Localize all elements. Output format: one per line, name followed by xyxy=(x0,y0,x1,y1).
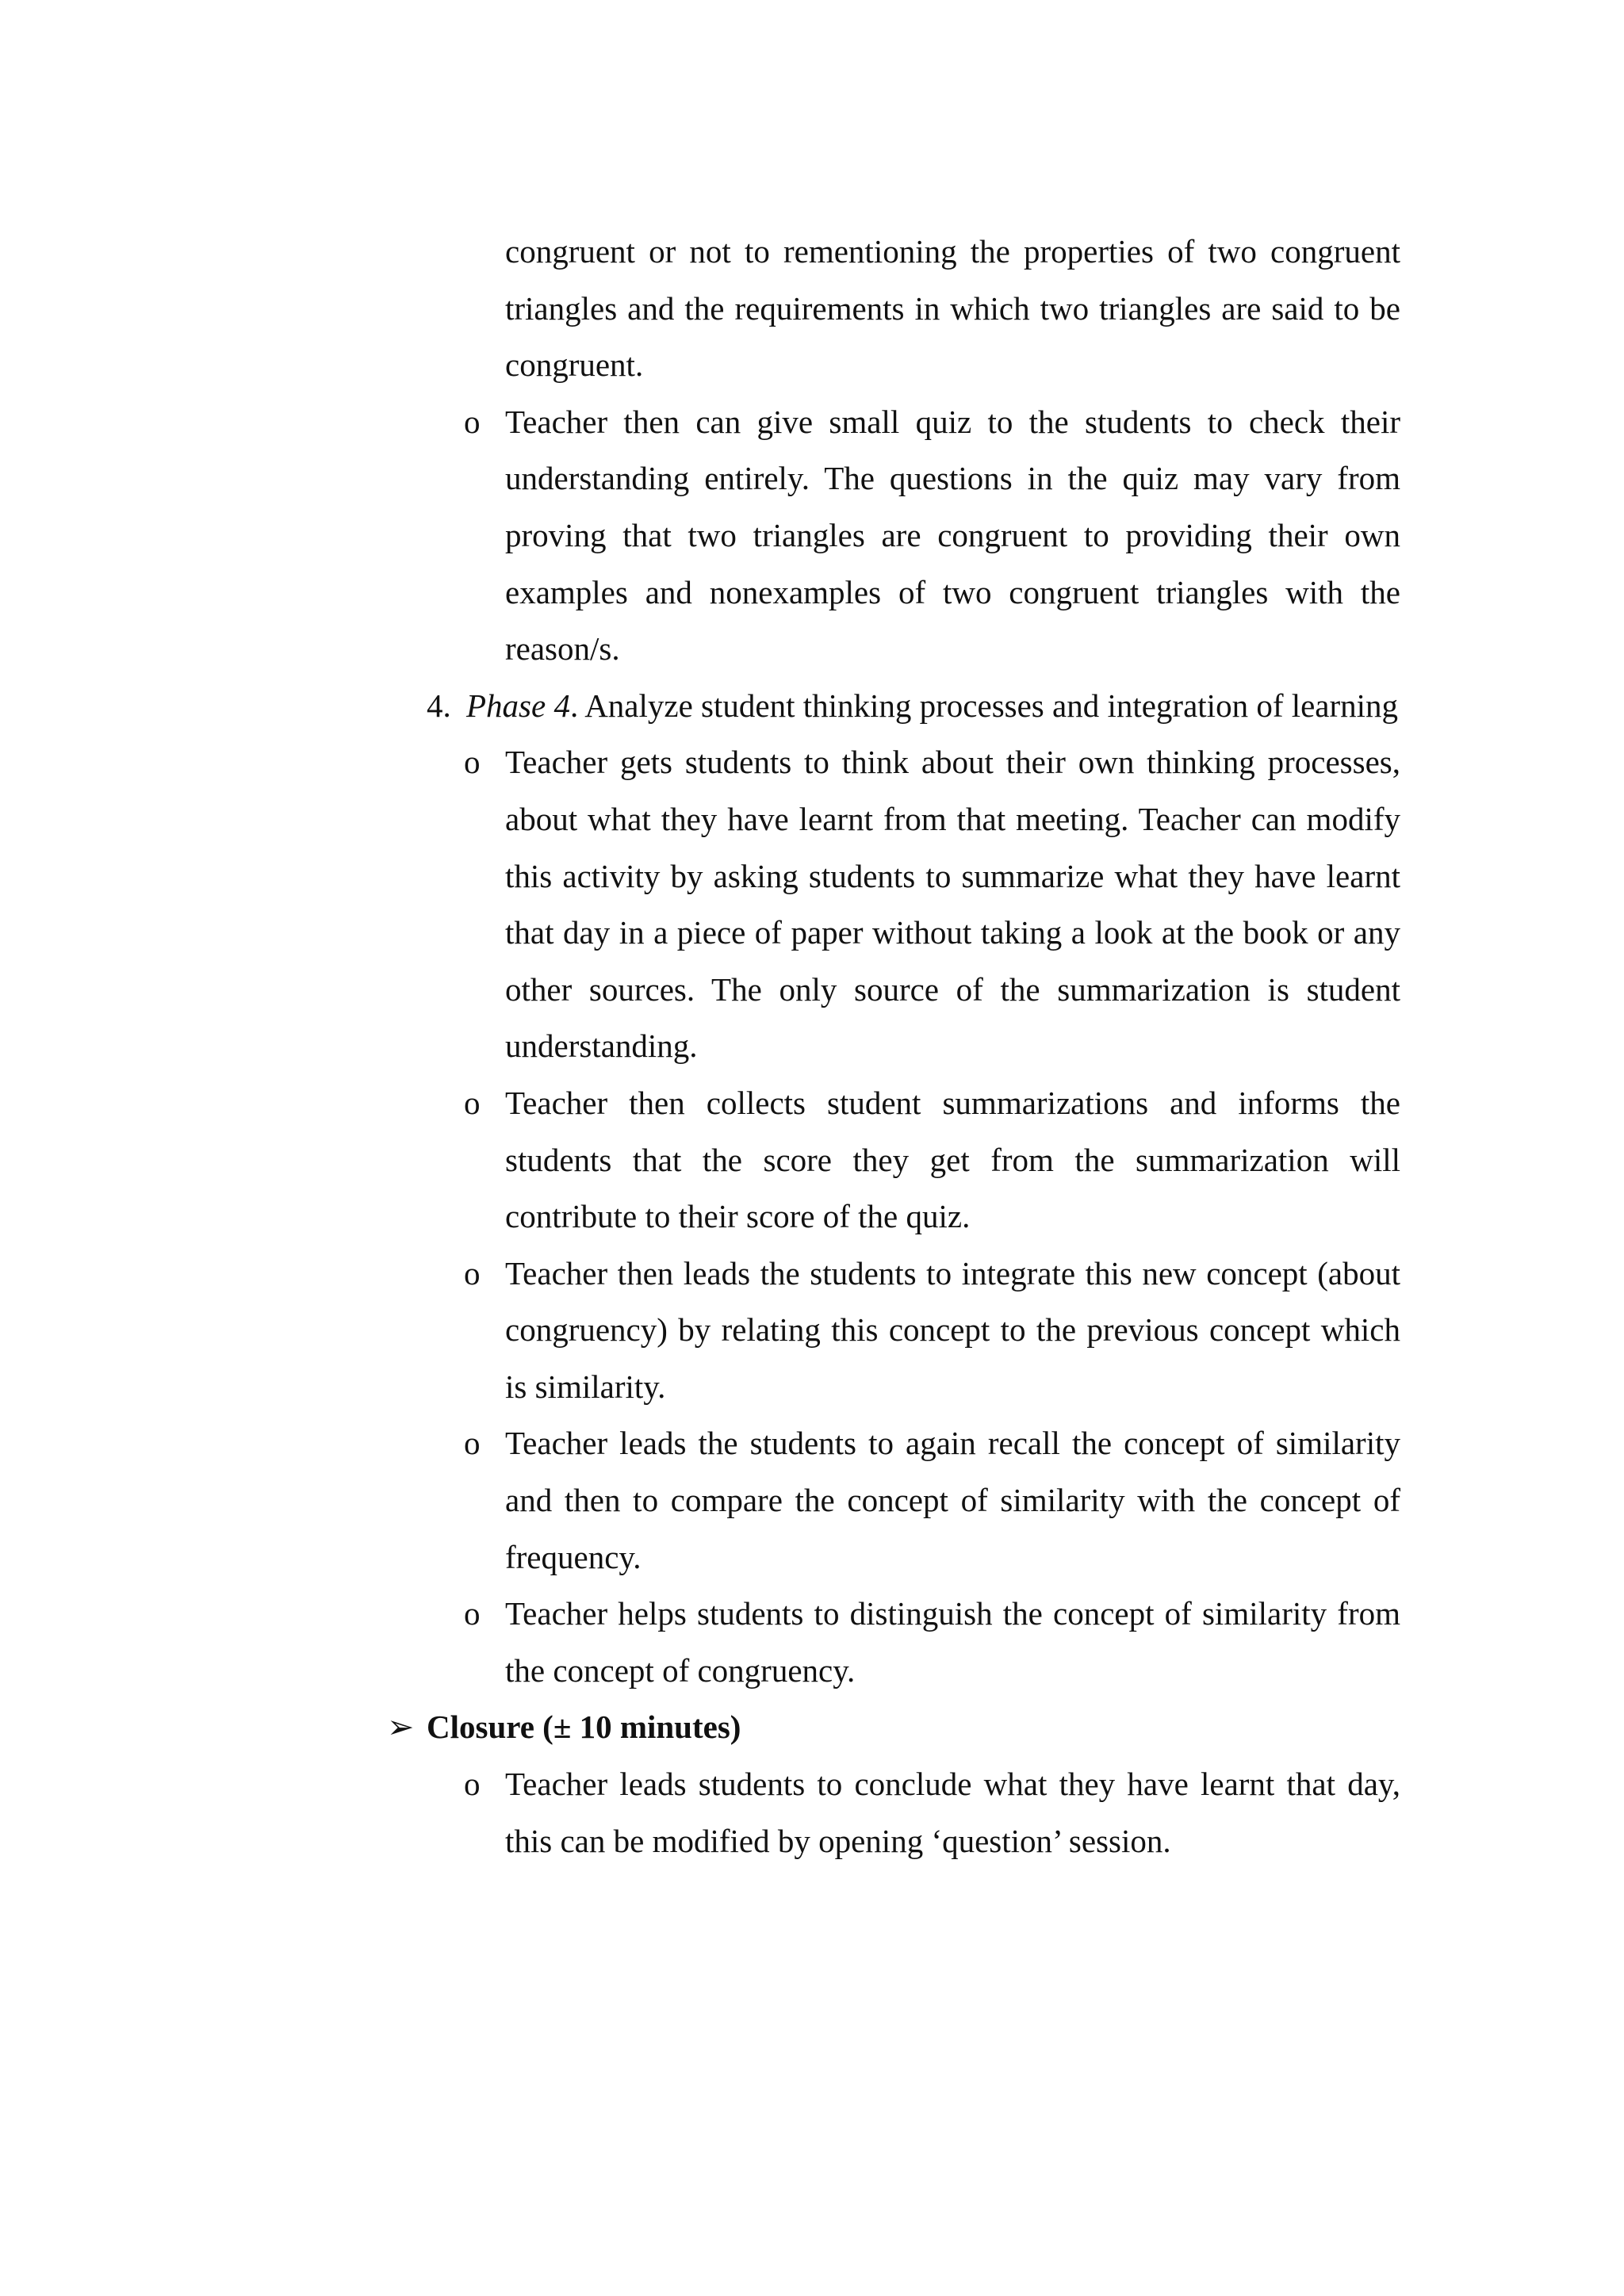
closure-heading-text: Closure (± 10 minutes) xyxy=(427,1709,741,1746)
phase-number: 4. xyxy=(427,687,451,724)
phase-label: Phase 4 xyxy=(466,687,570,724)
circle-bullet-icon: o xyxy=(464,1254,481,1292)
bullet-text: Teacher leads students to conclude what they have learnt that day, this can be modified by opening ‘question’ session. xyxy=(505,1766,1400,1859)
bullet-text: Teacher then collects student summarizations and informs the students that the score they get from the summarization will contribute to their score of the quiz. xyxy=(505,1084,1400,1235)
arrow-bullet-icon: ➢ xyxy=(387,1709,415,1746)
phase-heading xyxy=(466,678,1400,735)
list-item xyxy=(464,1756,1400,1869)
circle-bullet-icon: o xyxy=(464,1595,481,1632)
page-content xyxy=(389,224,1400,1869)
list-item xyxy=(464,1246,1400,1416)
circle-bullet-icon: o xyxy=(464,1084,481,1121)
circle-bullet-icon: o xyxy=(464,1425,481,1462)
circle-bullet-icon: o xyxy=(464,744,481,781)
circle-bullet-icon: o xyxy=(464,403,481,440)
bullet-text: Teacher leads the students to again recall the concept of similarity and then to compare the concept of similarity with the concept of frequency. xyxy=(505,1425,1400,1575)
bullet-text: Teacher helps students to distinguish the concept of similarity from the concept of congruency. xyxy=(505,1595,1400,1689)
list-item xyxy=(464,1415,1400,1586)
bullet-text: Teacher then can give small quiz to the students to check their understanding entirely. The questions in the quiz may vary from proving that two triangles are congruent to providing their own examples and nonexamples of two congruent triangles with the reason/s. xyxy=(505,403,1400,668)
bullet-text: Teacher then leads the students to integrate this new concept (about congruency) by relating this concept to the previous concept which is similarity. xyxy=(505,1254,1400,1405)
phase-title: . Analyze student thinking processes and integration of learning xyxy=(569,687,1399,724)
list-item xyxy=(464,394,1400,678)
bullet-text: Teacher gets students to think about their own thinking processes, about what they have learnt from that meeting. Teacher can modify this activity by asking students to summarize what they have learnt that day in a piece of paper without taking a look at the book or any other sources. The only source of the summarization is student understanding. xyxy=(505,744,1400,1065)
circle-bullet-icon: o xyxy=(464,1766,481,1803)
list-item xyxy=(464,1586,1400,1699)
continuation-paragraph: congruent or not to rementioning the properties of two congruent triangles and the requirements in which two triangles are said to be congruent. xyxy=(505,233,1400,384)
phase-4-item xyxy=(427,678,1400,735)
list-item xyxy=(464,734,1400,1075)
list-item xyxy=(464,1075,1400,1246)
closure-section-heading xyxy=(387,1699,1400,1756)
